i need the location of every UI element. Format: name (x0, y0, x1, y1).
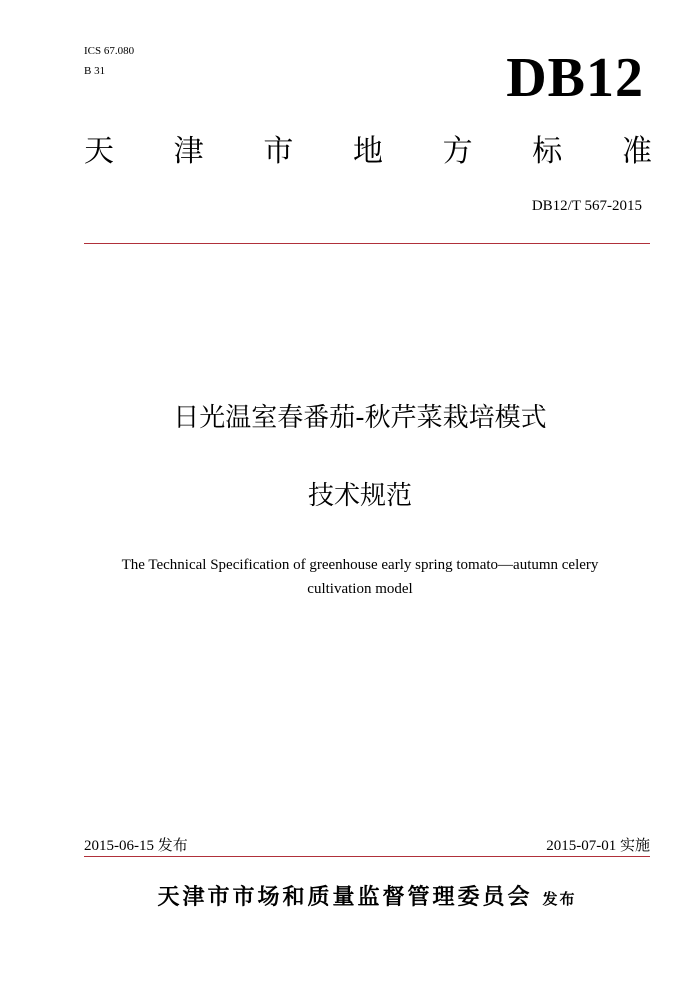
document-subtitle: 技术规范 (307, 481, 412, 511)
publisher-suffix: 发布 (542, 890, 577, 908)
publisher-line (84, 880, 650, 911)
english-title: The Technical Specification of greenhouse early spring tomato—autumn celery cultivation model (121, 557, 599, 597)
standard-type-char: 地 (352, 134, 383, 169)
document-title: 日光温室春番茄-秋芹菜栽培模式 (173, 403, 547, 433)
standard-logo: DB12 (506, 47, 644, 109)
standard-number: DB12/T 567-2015 (531, 198, 642, 214)
standard-type-char: 天 (84, 134, 114, 169)
standard-type-char: 标 (532, 134, 563, 169)
top-divider (84, 243, 650, 244)
bottom-divider (84, 856, 650, 857)
publisher-name: 天津市市场和质量监督管理委员会 (157, 885, 533, 910)
standard-type-char: 方 (442, 134, 473, 169)
standard-type-char: 市 (263, 134, 294, 169)
standard-type-heading (84, 126, 652, 170)
issue-date: 2015-06-15 发布 (84, 838, 188, 854)
classification-code: B 31 (84, 65, 106, 77)
ics-code: ICS 67.080 (84, 45, 135, 57)
implementation-date: 2015-07-01 实施 (546, 838, 650, 854)
standard-type-char: 津 (173, 134, 204, 169)
standard-type-char: 准 (621, 134, 652, 169)
